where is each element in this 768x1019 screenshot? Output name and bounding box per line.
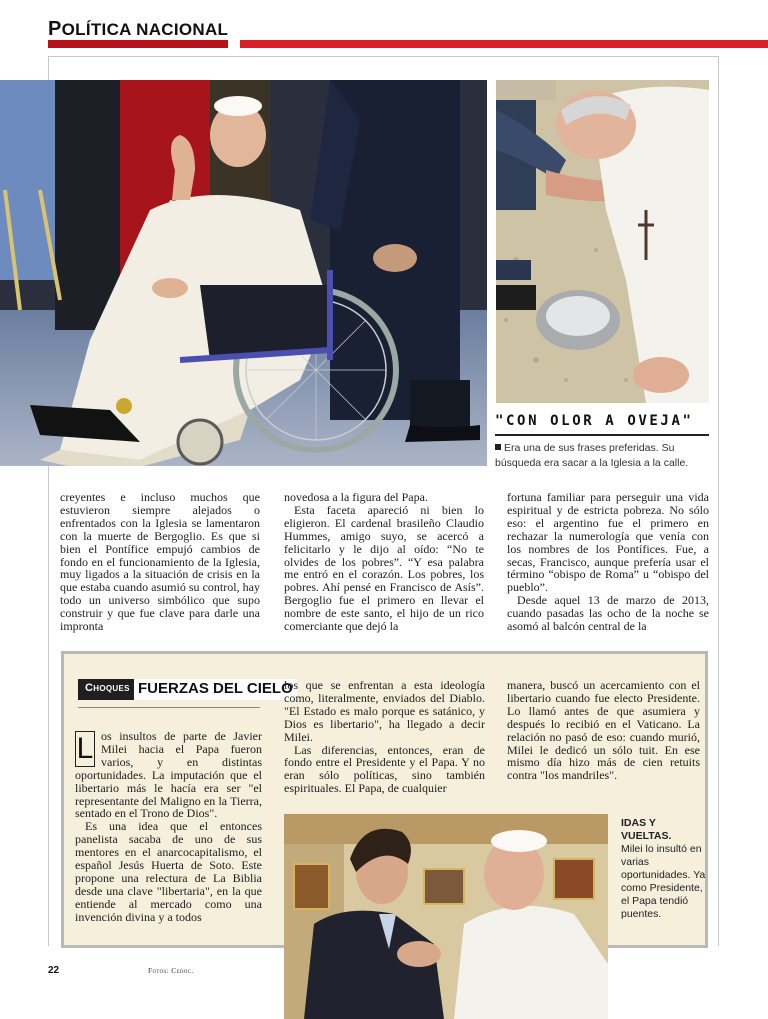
article-column-3 [507,491,709,633]
section-title: POLÍTICA NACIONAL [48,18,229,40]
article-paragraph: creyentes e incluso muchos que estuvieron siempre alejados o enfrentados con la Iglesia se lamentaron con la muerte de Bergoglio. Es que si bien el Pontífice empujó cambios de fondo en el funcionamiento de la Iglesia, muy ligados a la situación de crisis en la que estaba cuando asumió su control, hay todo un universo simbólico que supo construir y que fue clave para darle una impronta [60,490,260,634]
caption-rule [495,434,709,436]
box-photo-caption-title: IDAS Y VUELTAS. [621,817,672,842]
caption-title: "CON OLOR A OVEJA" [495,413,694,429]
section-bar-dark [48,40,228,48]
box-paragraph: L os insultos de parte de Javier Milei hacia el Papa fueron varios, y en distintas oportunidades. La imputación que el libertario más le hacía era ser "el representante del Maligno en la Tierra, sentado en el Trono de Dios". [75,729,262,821]
box-photo-caption-text: Milei lo insultó en varias oportunidades. Ya como Presidente, el Papa tendió puentes. [621,843,706,920]
article-paragraph: fortuna familiar para perseguir una vida espiritual y de estricta pobreza. No sólo eso: el argentino fue el primero en rechazar la numerología que venía con los nombres de los Pontífices. Fue, a secas, Francisco, aunque prefería usar el término “obispo de Roma” u “obispo del pueblo”. [507,490,709,595]
pope-feet-washing-photo [496,80,709,403]
article-column-2 [284,491,484,633]
bullet-square-icon [495,444,501,450]
box-photo-caption [621,817,707,921]
box-title-rule [78,707,260,708]
box-title: FUERZAS DEL CIELO [134,679,297,700]
box-column-1 [75,730,262,924]
drop-cap: L [76,732,94,765]
article-paragraph: novedosa a la figura del Papa. [284,490,428,504]
top-rule [48,56,718,57]
pope-wheelchair-photo [0,80,487,466]
box-column-2 [284,679,485,795]
article-column-1 [60,491,260,633]
right-rule [718,56,719,946]
section-bar [240,40,768,48]
caption-text: Era una de sus frases preferidas. Su búsqueda era sacar a la Iglesia a la calle. [495,442,689,469]
page-number: 22 [48,965,60,976]
box-tag: Choques [78,679,137,700]
box-paragraph: Las diferencias, entonces, eran de fondo entre el Presidente y el Papa. Y no eran sólo políticas, sino también espirituales. El Papa, de cualquier [284,742,485,796]
box-column-3 [507,679,700,782]
article-paragraph: Esta faceta apareció ni bien lo eligieron. El cardenal brasileño Claudio Hummes, amigo suyo, se acercó a felicitarlo y le dijo al oído: “No te olvides de los pobres”. “Y esa palabra me entró en el corazón. Los pobres, los pobres. Ahí pensé en Francisco de Asís”. Bergoglio fue el primero en llevar el nombre de este santo, el hijo de un rico comerciante que dejó la [284,502,484,634]
box-paragraph: los que se enfrentan a esta ideología como, literalmente, enviados del Diablo. "El Estado es malo porque es satánico, y Dios es libertario", ha llegado a decir Milei. [284,678,485,744]
box-paragraph: manera, buscó un acercamiento con el libertario cuando fue electo Presidente. Lo llamó antes de que asumiera y después lo recibió en el Vaticano. La relación no pasó de eso: cuando murió, Milei le dedicó un sólo tuit. En ese mismo día hizo más de cien retuits contra "los mandriles". [507,678,700,783]
article-paragraph: Desde aquel 13 de marzo de 2013, cuando pasadas las ocho de la noche se asomó al balcón central de la [507,593,709,634]
box-paragraph: Es una idea que el entonces panelista sacaba de uno de sus mentores en el anarcocapitalismo, el español Jesús Huerta de Soto. Este propone una relectura de La Biblia desde una clave "libertaria", en la que entiende al mercado como una invención divina y a todos [75,819,262,924]
photo-credit: Fotos: Cedoc. [148,966,194,975]
pope-milei-photo [284,814,608,1019]
